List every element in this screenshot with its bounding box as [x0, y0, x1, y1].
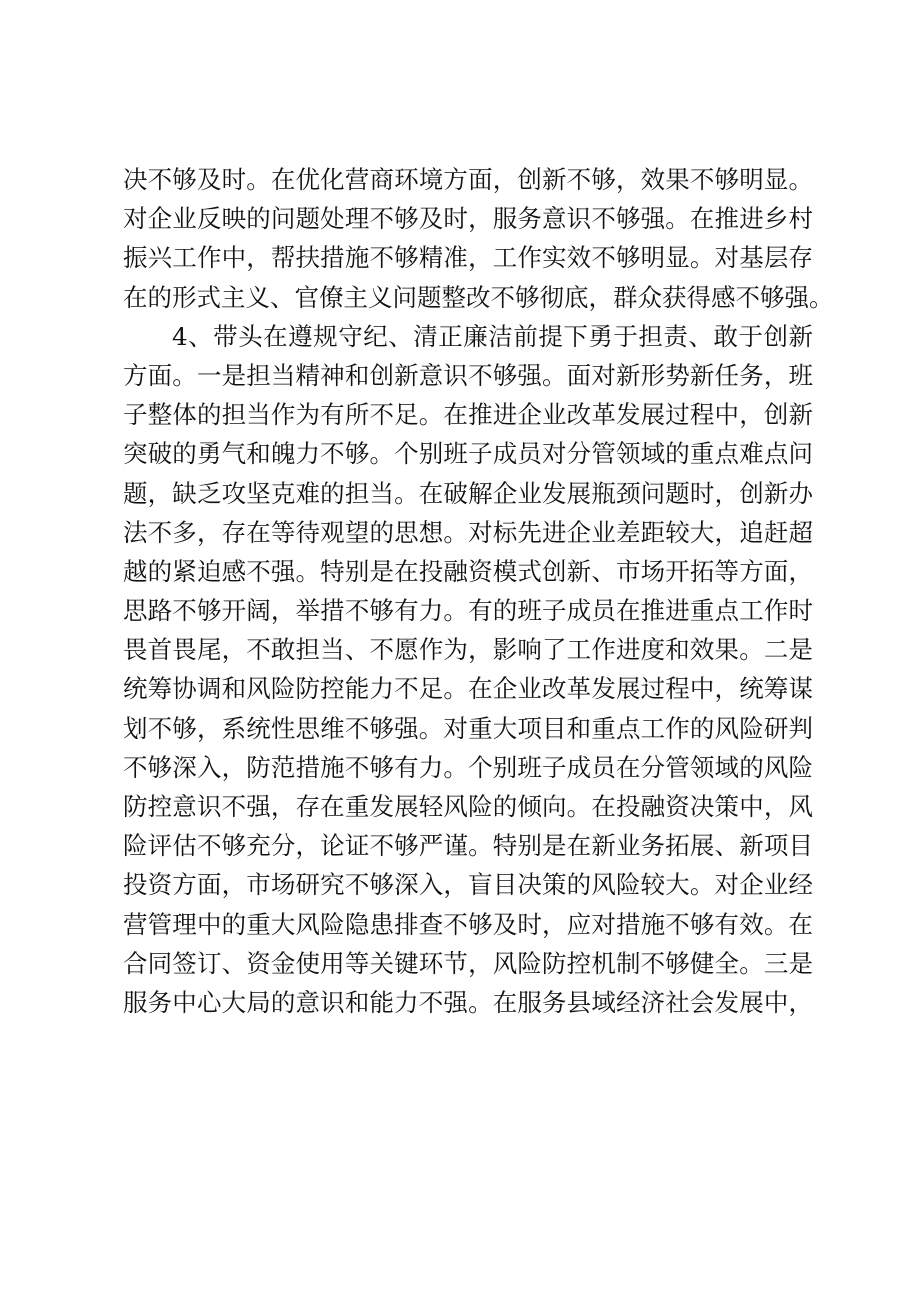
- text-line: 服务中心大局的意识和能力不强。在服务县域经济社会发展中，: [123, 987, 813, 1017]
- text-line: 不够深入，防范措施不够有力。个别班子成员在分管领域的风险: [123, 752, 813, 782]
- text-line: 营管理中的重大风险隐患排查不够及时，应对措施不够有效。在: [123, 909, 813, 939]
- text-line: 投资方面，市场研究不够深入，盲目决策的风险较大。对企业经: [123, 870, 813, 900]
- text-line: 划不够，系统性思维不够强。对重大项目和重点工作的风险研判: [123, 713, 813, 743]
- text-line: 畏首畏尾，不敢担当、不愿作为，影响了工作进度和效果。二是: [123, 635, 813, 665]
- text-line: 思路不够开阔，举措不够有力。有的班子成员在推进重点工作时: [123, 596, 813, 626]
- text-line: 题，缺乏攻坚克难的担当。在破解企业发展瓶颈问题时，创新办: [123, 478, 813, 508]
- body-text: [123, 160, 834, 1022]
- text-line: 合同签订、资金使用等关键环节，风险防控机制不够健全。三是: [123, 948, 813, 978]
- text-line: 方面。一是担当精神和创新意识不够强。面对新形势新任务，班: [123, 360, 813, 390]
- section-heading-line: 4、带头在遵规守纪、清正廉洁前提下勇于担责、敢于创新: [172, 321, 813, 351]
- text-line: 对企业反映的问题处理不够及时，服务意识不够强。在推进乡村: [123, 204, 813, 234]
- text-line: 法不多，存在等待观望的思想。对标先进企业差距较大，追赶超: [123, 517, 813, 547]
- text-line: 防控意识不强，存在重发展轻风险的倾向。在投融资决策中，风: [123, 792, 813, 821]
- text-line: 险评估不够充分，论证不够严谨。特别是在新业务拓展、新项目: [123, 831, 813, 861]
- text-line: 决不够及时。在优化营商环境方面，创新不够，效果不够明显。: [123, 165, 813, 194]
- text-line: 振兴工作中，帮扶措施不够精准，工作实效不够明显。对基层存: [123, 243, 813, 273]
- text-line: 子整体的担当作为有所不足。在推进企业改革发展过程中，创新: [123, 400, 813, 430]
- text-line: 突破的勇气和魄力不够。个别班子成员对分管领域的重点难点问: [123, 439, 813, 469]
- text-line: 越的紧迫感不强。特别是在投融资模式创新、市场开拓等方面，: [123, 556, 813, 586]
- text-line: 在的形式主义、官僚主义问题整改不够彻底，群众获得感不够强。: [123, 282, 834, 312]
- text-line: 统筹协调和风险防控能力不足。在企业改革发展过程中，统筹谋: [123, 674, 813, 704]
